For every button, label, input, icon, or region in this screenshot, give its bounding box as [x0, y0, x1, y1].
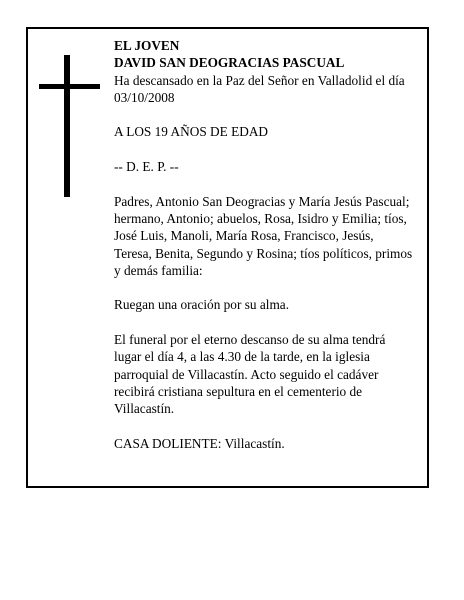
family-line: Padres, Antonio San Deogracias y María Jesús Pascual; [114, 193, 410, 209]
cross-icon [39, 55, 100, 197]
funeral-line: parroquial de Villacastín. Acto seguido el cadáver [114, 366, 379, 382]
funeral-line: Villacastín. [114, 401, 175, 417]
date-of-death: 03/10/2008 [114, 89, 175, 105]
funeral-line: lugar el día 4, a las 4.30 de la tarde, en la iglesia [114, 349, 370, 365]
rip-line: -- D. E. P. -- [114, 159, 179, 175]
family-line: y demás familia: [114, 262, 203, 278]
funeral-paragraph [114, 331, 434, 417]
cross-horizontal-bar [39, 84, 100, 89]
cross-vertical-bar [64, 55, 70, 197]
funeral-line: El funeral por el eterno descanso de su alma tendrá [114, 332, 386, 348]
mourning-house: CASA DOLIENTE: Villacastín. [114, 435, 285, 451]
prayer-request: Ruegan una oración por su alma. [114, 297, 290, 313]
age-line: A LOS 19 AÑOS DE EDAD [114, 124, 269, 140]
family-line: Teresa, Benita, Segundo y Rosina; tíos políticos, primos [114, 245, 413, 261]
heading-label: EL JOVEN [114, 38, 180, 53]
rest-statement-line: Ha descansado en la Paz del Señor en Valladolid el día [114, 72, 405, 88]
funeral-line: recibirá cristiana sepultura en el cementerio de [114, 383, 363, 399]
family-line: hermano, Antonio; abuelos, Rosa, Isidro y Emilia; tíos, [114, 210, 407, 226]
family-paragraph [114, 193, 434, 279]
family-line: José Luis, Manoli, María Rosa, Francisco, Jesús, [114, 228, 374, 244]
obituary-text [114, 37, 434, 452]
deceased-name: DAVID SAN DEOGRACIAS PASCUAL [114, 55, 345, 71]
rest-statement [114, 72, 434, 107]
